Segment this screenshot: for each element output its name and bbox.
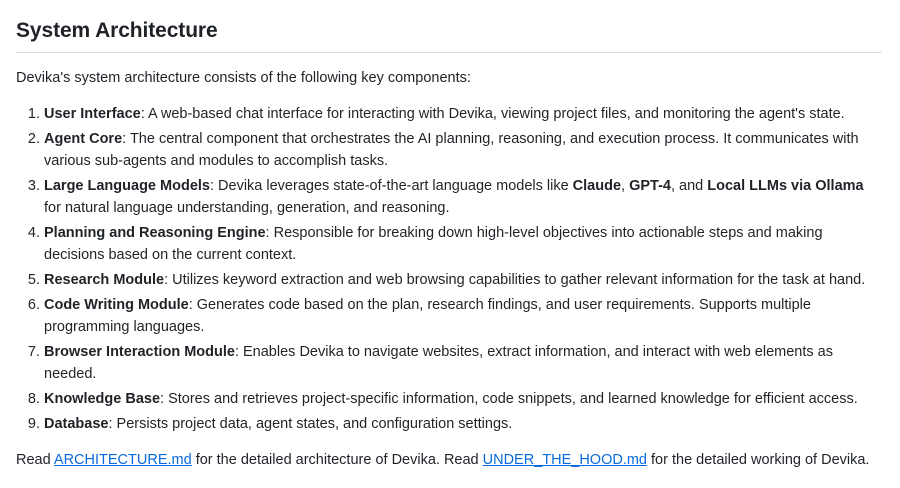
under-the-hood-link[interactable]: UNDER_THE_HOOD.md [482, 452, 647, 468]
component-desc: for natural language understanding, generation, and reasoning. [44, 200, 450, 216]
list-item-database [44, 413, 882, 435]
component-name: Research Module [44, 272, 165, 288]
component-desc: : The central component that orchestrates the AI planning, reasoning, and execution process. It communicates with various sub-agents and modules to accomplish tasks. [44, 131, 859, 169]
list-item-user-interface [44, 103, 882, 125]
markdown-body [16, 16, 882, 471]
component-desc: : Responsible for breaking down high-level objectives into actionable steps and making decisions based on the current context. [44, 225, 823, 263]
footer-text: Read [16, 452, 54, 468]
list-item-knowledge-base [44, 388, 882, 410]
list-item-research-module [44, 269, 882, 291]
component-desc: : Stores and retrieves project-specific information, code snippets, and learned knowledge for efficient access. [160, 391, 858, 407]
footer-text: for the detailed working of Devika. [647, 452, 870, 468]
component-name: Agent Core [44, 131, 123, 147]
model-local-llms: Local LLMs via Ollama [707, 178, 864, 194]
component-name: User Interface [44, 106, 141, 122]
separator: , and [670, 178, 708, 194]
intro-paragraph: Devika's system architecture consists of the following key components: [16, 70, 471, 86]
model-gpt4: GPT-4 [629, 178, 671, 194]
component-name: Knowledge Base [44, 391, 161, 407]
component-desc: : Generates code based on the plan, research findings, and user requirements. Supports multiple programming languages. [44, 297, 811, 335]
component-name: Planning and Reasoning Engine [44, 225, 266, 241]
component-name: Database [44, 416, 109, 432]
component-name: Code Writing Module [44, 297, 189, 313]
model-claude: Claude [572, 178, 622, 194]
list-item-large-language-models [44, 175, 882, 219]
footer-text: for the detailed architecture of Devika. Read [191, 452, 483, 468]
component-desc: : Utilizes keyword extraction and web browsing capabilities to gather relevant information for the task at hand. [164, 272, 866, 288]
component-name: Large Language Models [44, 178, 210, 194]
component-name: Browser Interaction Module [44, 344, 235, 360]
component-desc: : Enables Devika to navigate websites, extract information, and interact with web elements as needed. [44, 344, 833, 382]
list-item-browser-interaction-module [44, 341, 882, 385]
footer-paragraph [16, 449, 882, 471]
list-item-agent-core [44, 128, 882, 172]
separator: , [621, 178, 630, 194]
component-desc: : Devika leverages state-of-the-art language models like [209, 178, 573, 194]
list-item-planning-engine [44, 222, 882, 266]
component-desc: : A web-based chat interface for interacting with Devika, viewing project files, and monitoring the agent's state. [140, 106, 845, 122]
components-list [16, 103, 882, 435]
component-desc: : Persists project data, agent states, and configuration settings. [108, 416, 513, 432]
architecture-link[interactable]: ARCHITECTURE.md [53, 452, 192, 468]
section-heading: System Architecture [16, 16, 882, 53]
list-item-code-writing-module [44, 294, 882, 338]
